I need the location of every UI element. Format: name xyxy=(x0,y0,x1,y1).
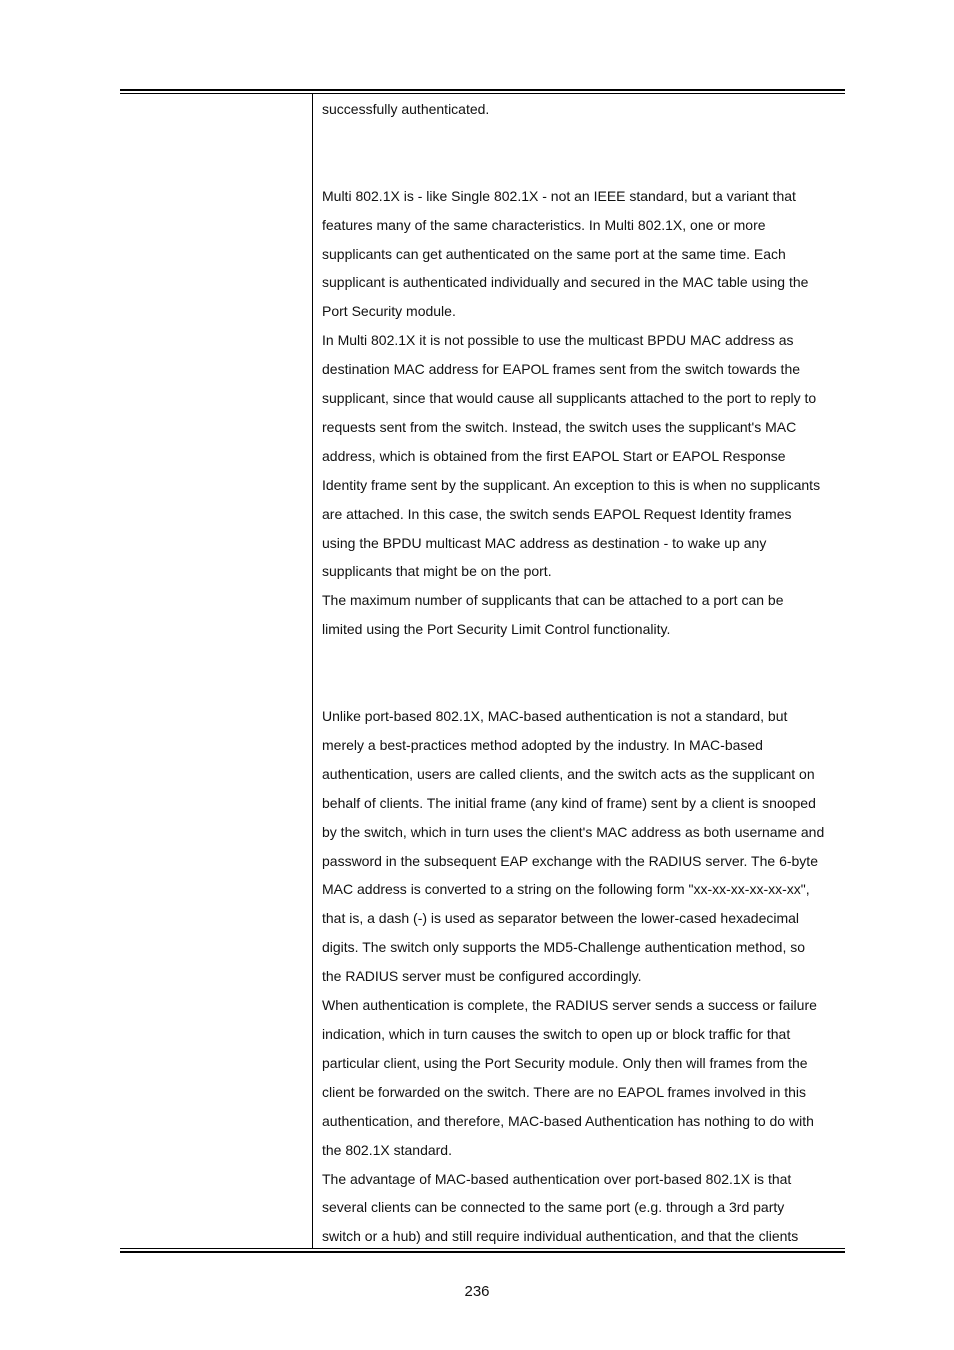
table-top-inner-border xyxy=(120,93,845,94)
paragraph-mac-based-advantage: The advantage of MAC-based authentication over port-based 802.1X is that several clients can be connected to the same port (e.g. through a 3rd party switch or a hub) and still require individual authentication, and that the clients xyxy=(322,1170,799,1245)
table-bottom-border xyxy=(120,1251,845,1253)
paragraph-gap xyxy=(322,644,842,702)
page-number: 236 xyxy=(464,1283,490,1300)
paragraph-multi-8021x-eapol: In Multi 802.1X it is not possible to use the multicast BPDU MAC address as destination MAC address for EAPOL frames sent from the switch towards the supplicant, since that would cause all supplicants attached to the port to reply to requests sent from the switch. Instead, the switch uses the supplicant's MAC address, which is obtained from the first EAPOL Start or EAPOL Response Identity frame sent by the supplicant. An exception to this is when no supplicants are attached. In this case, the switch sends EAPOL Request Identity frames using the BPDU multicast MAC address as destination - to wake up any supplicants that might be on the port. xyxy=(322,332,821,580)
table-top-border xyxy=(120,89,845,91)
table-column-divider xyxy=(312,93,313,1249)
paragraph-mac-based-intro: Unlike port-based 802.1X, MAC-based authentication is not a standard, but merely a best-practices method adopted by the industry. In MAC-based authentication, users are called clients, and the switch acts as the supplicant on behalf of clients. The initial frame (any kind of frame) sent by a client is snooped by the switch, which in turn uses the client's MAC address as both username and password in the subsequent EAP exchange with the RADIUS server. The 6-byte MAC address is converted to a string on the following form "xx-xx-xx-xx-xx-xx", that is, a dash (-) is used as separator between the lower-cased hexadecimal digits. The switch only supports the MD5-Challenge authentication method, so the RADIUS server must be configured accordingly. xyxy=(322,708,825,985)
description-cell xyxy=(322,95,842,1251)
table-bottom-inner-border xyxy=(120,1248,845,1249)
paragraph-mac-based-completion: When authentication is complete, the RADIUS server sends a success or failure indication, which in turn causes the switch to open up or block traffic for that particular client, using the Port Security module. Only then will frames from the client be forwarded on the switch. There are no EAPOL frames involved in this authentication, and therefore, MAC-based Authentication has nothing to do with the 802.1X standard. xyxy=(322,997,817,1158)
paragraph-gap xyxy=(322,124,842,182)
paragraph-multi-8021x-intro: Multi 802.1X is - like Single 802.1X - not an IEEE standard, but a variant that features many of the same characteristics. In Multi 802.1X, one or more supplicants can get authenticated on the same port at the same time. Each supplicant is authenticated individually and secured in the MAC table using the Port Security module. xyxy=(322,187,809,320)
paragraph-authenticated-tail: successfully authenticated. xyxy=(322,101,490,117)
paragraph-multi-8021x-limit: The maximum number of supplicants that can be attached to a port can be limited using the Port Security Limit Control functionality. xyxy=(322,592,784,638)
